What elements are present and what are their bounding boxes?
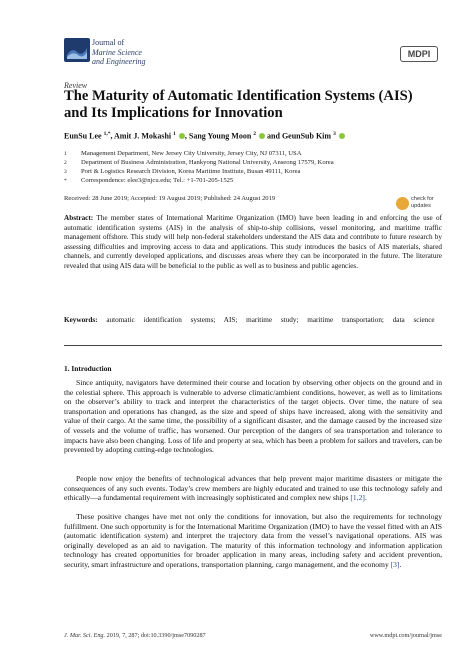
paragraph-2-end: . — [364, 493, 367, 503]
affiliation-mark: 3 — [64, 169, 67, 175]
paragraph-3-text: These positive changes have met not only the conditions for innovation, but also the requirements for technology fulfillment. One such opportunity is for the International Maritime Organization (IMO) to have the vessel fitted with an AIS (automatic identification system) and interpret the trajectory data from the vessel’s navigational operations. AIS was originally developed as an aid to navigation. The maturity of this information technology and information application technology has created opportunities for broader application in many areas, including safety and accident prevention, security, smart infrastructure and operations, transportation planning, cargo management, and the economy — [64, 512, 442, 569]
orcid-icon[interactable] — [179, 133, 185, 139]
citation-link[interactable]: [1,2] — [350, 493, 365, 503]
publication-dates: Received: 28 June 2019; Accepted: 19 August 2019; Published: 24 August 2019 — [64, 195, 276, 202]
publisher-logo: MDPI — [400, 46, 438, 62]
check-updates-line2: updates — [411, 202, 431, 209]
journal-line-2: Marine Science — [92, 47, 142, 57]
author-affiliation-mark: 1,* — [103, 131, 111, 137]
correspondence-text[interactable]: Correspondence: elee3@njcu.edu; Tel.: +1-701-205-1525 — [81, 177, 234, 184]
check-updates-line1: check for — [411, 196, 434, 202]
paragraph-3 — [64, 512, 442, 570]
paragraph-3-end: . — [399, 559, 402, 569]
check-updates-label — [411, 196, 434, 210]
journal-url[interactable]: www.mdpi.com/journal/jmse — [369, 632, 442, 639]
affiliation-text: Port & Logistics Research Division, Korea Maritime Institute, Busan 49111, Korea — [81, 168, 301, 175]
author-name[interactable]: Amit J. Mokashi — [114, 131, 172, 141]
author-affiliation-mark: 3 — [333, 131, 336, 137]
check-updates-icon — [396, 197, 409, 210]
journal-logo — [64, 38, 90, 62]
journal-line-1: Journal of — [92, 38, 125, 47]
paragraph-1: Since antiquity, navigators have determined their course and location by observing other objects on the ground and in the celestial sphere. This approach is vulnerable to adverse climatic/ambient conditions, however, as well as to limitations on the observer’s ability to track and interpret the characteristics of the target objects. Over time, the nature of sea transportation and operations has changed, as the size and speed of ships have increased, along with the sensitivity and value of their cargo. At the same time, the possibility of a significant disaster, and the damage caused by the increased size of vessels and the volume of traffic, has worsened. Our perception of the dangers of sea transportation and tolerance to impacts have also been changing. Loss of life and property at sea, which has been a problem for sailors and travelers, can be prevented by adopting cutting-edge technologies. — [64, 378, 442, 455]
paragraph-2 — [64, 474, 442, 503]
affiliation-mark: 1 — [64, 151, 67, 157]
author-affiliation-mark: 1 — [173, 131, 176, 137]
journal-name — [92, 38, 222, 67]
abstract-text: The member states of International Maritime Organization (IMO) have been leading in and enforcing the use of automatic identification systems (AIS) in the analysis of ship-to-ship collisions, vessel monitoring, and maritime traffic management offshore. This study will help non-federal stakeholders understand the AIS data and contribute to future research by assessing difficulties and improving access to data and applications. This study introduces the basics of AIS materials, shared channels, and currently developed applications, and discusses areas where they can be incorporated in the future. The literature revealed that using AIS data will be beneficial to the public as well as to business and public agencies. — [64, 214, 442, 270]
citation-footer — [64, 632, 206, 639]
journal-line-3: and Engineering — [92, 57, 146, 66]
author-name[interactable]: EunSu Lee — [64, 131, 102, 141]
author-name[interactable]: Sang Young Moon — [188, 131, 252, 141]
paragraph-2-text: People now enjoy the benefits of technological advances that help prevent major maritime disasters or mitigate the consequences of any such events. Today’s crew members are highly educated and trained to use this technology safely and ethically—a fundamental requirement with increasingly sophisticated and complex new ships — [64, 474, 442, 503]
section-heading: 1. Introduction — [64, 364, 112, 373]
keywords-text: automatic identification systems; AIS; maritime study; maritime transportation; data science — [106, 316, 435, 324]
check-for-updates-badge[interactable] — [396, 195, 444, 213]
orcid-icon[interactable] — [259, 133, 265, 139]
author-affiliation-mark: 2 — [253, 131, 257, 137]
abstract-label: Abstract: — [64, 214, 94, 222]
author-name[interactable]: GeunSub Kim — [281, 131, 332, 141]
affiliation-mark: * — [64, 178, 67, 184]
journal-abbreviation: J. Mar. Sci. Eng. — [64, 632, 106, 639]
author-list: EunSu Lee $^{1,*}$, Amit J. Mokashi $^1$ , Sang Young Moon $^2$ and GeunSub Kim $^3$ — [64, 131, 444, 141]
citation-details: 2019, 7, 287; doi:10.3390/jmse7090287 — [105, 632, 206, 639]
abstract — [64, 214, 442, 272]
keywords-label: Keywords: — [64, 316, 98, 324]
affiliation-text: Department of Business Administration, Hankyong National University, Anseong 17579, Korea — [81, 159, 334, 166]
affiliation-mark: 2 — [64, 160, 67, 166]
keywords — [64, 316, 442, 326]
section-divider — [64, 345, 442, 346]
article-type: Review — [64, 81, 88, 90]
article-title: The Maturity of Automatic Identification Systems (AIS) and Its Implications for Innovation — [64, 88, 413, 121]
orcid-icon[interactable] — [339, 133, 345, 139]
citation-link[interactable]: [3] — [390, 559, 400, 569]
affiliation-text: Management Department, New Jersey City University, Jersey City, NJ 07311, USA — [81, 150, 302, 157]
